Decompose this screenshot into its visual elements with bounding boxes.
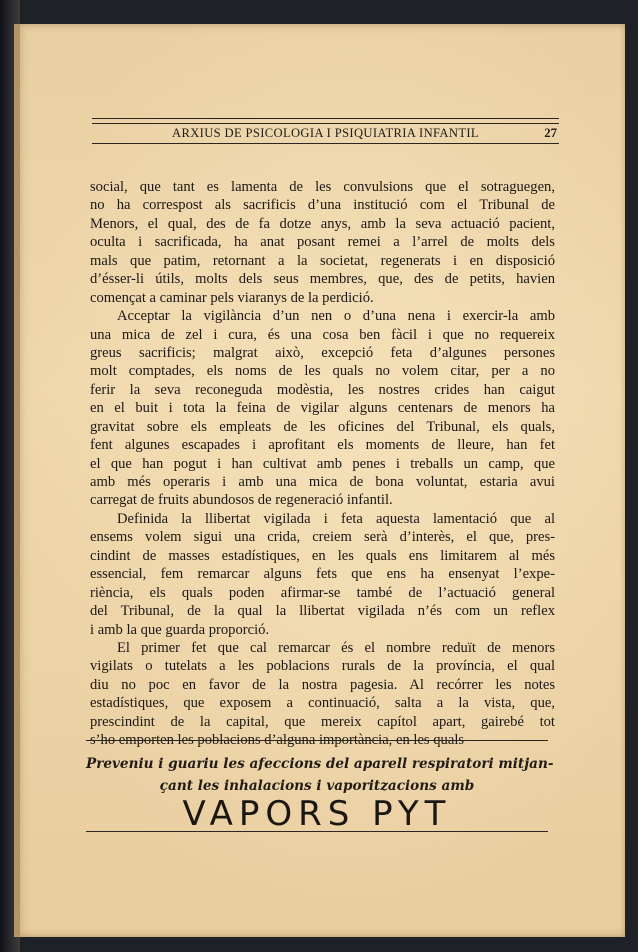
page-number: 27 <box>544 126 557 140</box>
text-line: molt comptades, els noms de les quals no volem citar, per a no <box>90 363 555 380</box>
journal-title: ARXIUS DE PSICOLOGIA I PSIQUIATRIA INFANTIL <box>172 126 479 140</box>
page-binding-edge <box>14 24 20 937</box>
text-line: mals que patim, retornant a la societat, regenerats i en disposició <box>90 252 555 269</box>
text-line: El primer fet que cal remarcar és el nombre reduït de menors <box>117 639 555 656</box>
text-line: començat a caminar pels viaranys de la perdició. <box>90 289 374 306</box>
text-line: Definida la llibertat vigilada i feta aquesta lamentació que al <box>117 510 555 527</box>
text-line: greus sacrificis; malgrat això, excepció feta d’algunes persones <box>90 344 555 361</box>
ad-brand-name: VAPORS PYT <box>182 794 452 834</box>
ad-tagline-line-1: Preveniu i guariu les afeccions del aparell respiratori mitjan- <box>86 756 554 772</box>
ad-tagline-line-2: çant les inhalacions i vaporitzacions amb <box>159 778 475 794</box>
text-line: no ha correspost als sacrificis d’una institució com el Tribunal de <box>90 197 555 214</box>
text-line: amb més operaris i amb una mica de bona voluntat, estaria avui <box>90 474 555 490</box>
text-line: gravitat sobre els empleats de les oficines del Tribunal, els quals, <box>90 418 555 435</box>
text-line: carregat de fruits abundosos de regeneració infantil. <box>90 492 393 509</box>
running-head-rule-bottom <box>92 143 559 144</box>
running-head <box>92 118 559 148</box>
text-line: i amb la que guarda proporció. <box>90 621 270 638</box>
text-line: ensems volem sigui una crida, creiem serà d’interès, el que, pres- <box>90 529 555 546</box>
text-line: oculta i sacrificada, ha anat posant remei a l’arrel de molts dels <box>90 234 555 251</box>
body-text <box>90 178 555 750</box>
text-line: diu no poc en favor de la nostra pagesia. Al recórrer les notes <box>90 676 555 693</box>
text-line: fent algunes escapades i aprofitant els moments de lleure, han fet <box>90 437 555 454</box>
ad-rule-top <box>86 740 548 741</box>
text-line: estadístiques, que exposem a continuació, salta a la vista, que, <box>90 695 555 712</box>
ad-rule-bottom <box>86 831 548 832</box>
paragraph <box>90 307 555 510</box>
text-line: del Tribunal, de la qual la llibertat vigilada n’és com un reflex <box>90 603 555 620</box>
paragraph <box>90 178 555 307</box>
text-line: social, que tant es lamenta de les convulsions que el sotraguegen, <box>90 179 555 195</box>
text-line: riència, els quals poden afirmar-se també de l’actuació general <box>90 584 555 601</box>
text-line: Acceptar la vigilància d’un nen o d’una nena i exercir-la amb <box>117 308 555 325</box>
text-line: el que han pogut i han cultivat amb penes i treballs un camp, que <box>90 455 555 472</box>
running-head-rule-top <box>92 118 559 119</box>
advertisement <box>86 740 554 840</box>
text-line: d’ésser-li útils, molts dels seus membres, que, des de petits, havien <box>90 271 555 288</box>
paragraph <box>90 639 555 750</box>
text-line: cindint de masses estadístiques, en les quals ens limitarem al més <box>90 547 555 564</box>
text-line: una mica de zel i cura, és una cosa ben fàcil i que no requereix <box>90 326 555 343</box>
text-line: prescindint de la capital, que mereix capítol apart, gairebé tot <box>90 713 555 730</box>
text-line: essencial, fem remarcar alguns fets que ens ha ensenyat l’expe- <box>90 566 555 583</box>
paragraph <box>90 510 555 639</box>
text-line: s’ho emporten les poblacions d’alguna importància, en les quals <box>90 732 465 749</box>
text-line: ferir la seva reconeguda modèstia, les nostres crides han caigut <box>90 381 555 398</box>
text-line: Menors, el qual, des de fa dotze anys, amb la seva actuació pacient, <box>90 215 555 232</box>
text-line: en el buit i tota la feina de vigilar alguns centenars de menors ha <box>90 400 555 417</box>
text-line: vigilats o tutelats a les poblacions rurals de la província, el qual <box>90 658 555 675</box>
